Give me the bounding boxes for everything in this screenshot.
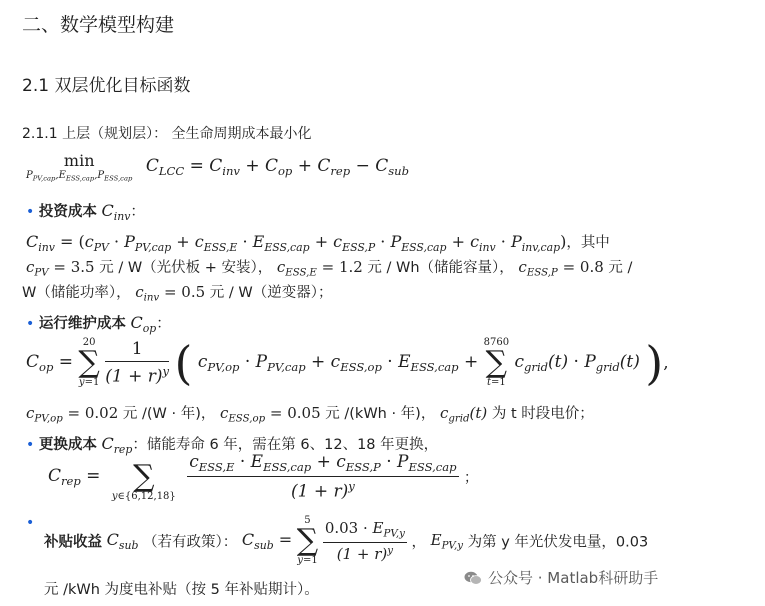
inv-params-1: $c_{PV} = 3.5$ 元 / W（光伏板 + 安装）， $c_{ESS,E} = 1.2$ 元 / Wh（储能容量）， $c_{ESS,P} = 0.8$ 元 / xyxy=(26,258,633,279)
rep-title: 更换成本 xyxy=(38,437,97,453)
bullet-icon: • xyxy=(26,204,35,220)
subsubsection-heading: 2.1.1 上层（规划层）： 全生命周期成本最小化 xyxy=(22,126,312,142)
rep-bullet: • 更换成本 $C_{rep}$：储能寿命 6 年，需在第 6、12、18 年更换， xyxy=(26,434,439,456)
inv-title: 投资成本 xyxy=(38,204,97,220)
wechat-icon xyxy=(464,571,482,585)
main-objective: min $P_{PV,cap},E_{ESS,cap},P_{ESS,cap}$ $C_{LCC} = C_{inv} + C_{op} + C_{rep} - C_{sub}$ xyxy=(26,151,409,182)
inv-bullet: • 投资成本 $C_{inv}$： xyxy=(26,201,145,223)
bullet-icon: • xyxy=(26,437,35,453)
op-title: 运行维护成本 xyxy=(38,316,126,332)
sub-line-2: 元 /kWh 为度电补贴（按 5 年补贴期计）。 xyxy=(44,582,319,598)
bullet-icon: • xyxy=(26,515,35,531)
subsection-heading: 2.1 双层优化目标函数 xyxy=(22,76,191,96)
inv-params-2: W（储能功率）， $c_{inv} = 0.5$ 元 / W（逆变器）； xyxy=(22,283,333,304)
rep-formula: $C_{rep}$ = ∑ y∈{6,12,18} $\frac{c_{ESS,E} \cdot E_{ESS,cap} + c_{ESS,P} \cdot P_{ESS,cap}}{(1 + r)^y}$ ； xyxy=(48,452,478,502)
op-formula: $C_{op}$ = 20 ∑ y=1 $\frac{1}{(1 + r)^y}$ ( $c_{PV,op} \cdot P_{PV,cap} + c_{ESS,op} \cdot E_{ESS,cap}$ + 8760 ∑ t=1 $c_{grid}(t) \cdot P_{grid}(t)$ ), xyxy=(26,336,669,390)
sub-line: 补贴收益 $C_{sub}$ （若有政策）： $C_{sub}$ = 5 ∑ y=1 $\frac{0.03 \cdot E_{PV,y}}{(1 + r)^y}$ ， $E_{PV,y}$ 为第 y 年光伏发电量，0.03 xyxy=(44,515,649,566)
sub-bullet-marker xyxy=(26,515,34,531)
section-heading: 二、数学模型构建 xyxy=(22,14,175,36)
inv-formula: $C_{inv} = (c_{PV} \cdot P_{PV,cap} + c_{ESS,E} \cdot E_{ESS,cap} + c_{ESS,P} \cdot P_{ESS,cap} + c_{inv} \cdot P_{inv,cap})$，其中 xyxy=(26,232,610,254)
bullet-icon: • xyxy=(26,316,35,332)
op-bullet: • 运行维护成本 $C_{op}$： xyxy=(26,313,171,335)
watermark: 公众号 · Matlab科研助手 xyxy=(464,567,658,588)
op-params: $c_{PV,op} = 0.02$ 元 /(W · 年)， $c_{ESS,op} = 0.05$ 元 /(kWh · 年)， $c_{grid}(t)$ 为 t 时段电价； xyxy=(26,404,594,425)
sub-title: 补贴收益 xyxy=(44,534,102,551)
